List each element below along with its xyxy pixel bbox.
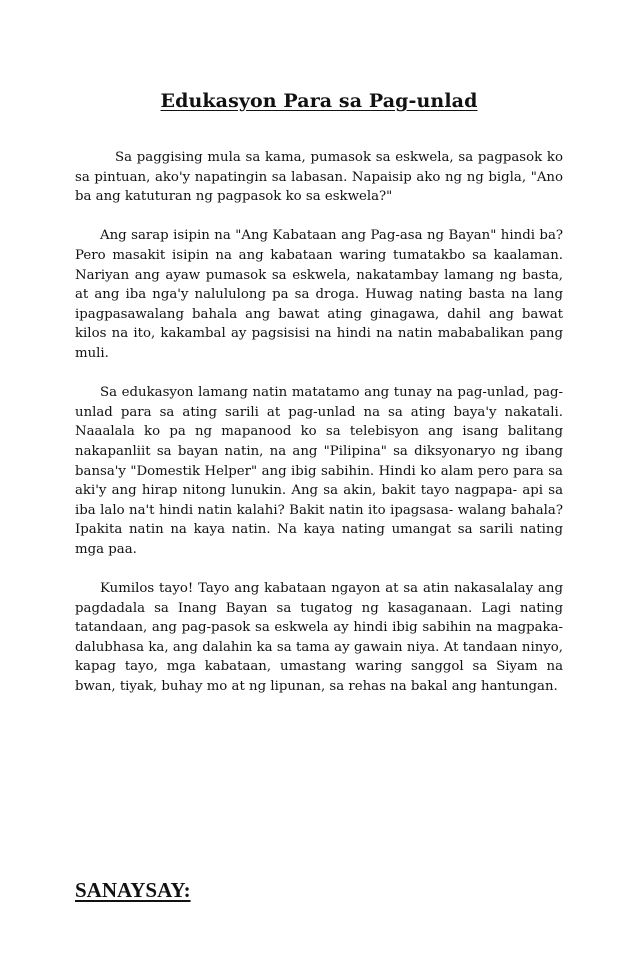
paragraph-1: Sa paggising mula sa kama, pumasok sa eskwela, sa pagpasok ko sa pintuan, ako'y napatingin sa labasan. Napaisip ako ng ng bigla, "Ano ba ang katuturan ng pagpasok ko sa eskwela?" (75, 150, 563, 205)
paragraph-4: Kumilos tayo! Tayo ang kabataan ngayon at sa atin nakasalalay ang pagdadala sa Inang Bayan sa tugatog ng kasaganaan. Lagi nating tatandaan, ang pag-pasok sa eskwela ay hindi ibig sabihin na magpaka-dalubhasa ka, ang dalahin ka sa tama ay gawain niya. At tandaan ninyo, kapag tayo, mga kabataan, umastang waring sanggol sa Siyam na bwan, tiyak, buhay mo at ng lipunan, sa rehas na bakal ang hantungan. (75, 581, 563, 695)
paragraph-2: Ang sarap isipin na "Ang Kabataan ang Pag-asa ng Bayan" hindi ba? Pero masakit isipin na ang kabataan waring tumatakbo sa kaalaman. Nariyan ang ayaw pumasok sa eskwela, nakatambay lamang ng basta, at ang iba nga'y nalululong pa sa droga. Huwag nating basta na lang ipagpasawalang bahala ang bawat ating ginagawa, dahil ang bawat kilos na ito, kakambal ay pagsisisi na hindi na natin mababalikan pang muli. (75, 228, 563, 361)
section-heading: SANAYSAY: (75, 878, 191, 902)
essay-body (75, 148, 563, 716)
document-title: Edukasyon Para sa Pag-unlad (160, 90, 478, 112)
paragraph-3: Sa edukasyon lamang natin matatamo ang tunay na pag-unlad, pag-unlad para sa ating sarili at pag-unlad na sa ating baya'y nakatali. Naaalala ko pa ng mapanood ko sa telebisyon ang isang balitang nakapanliit sa bayan natin, na ang "Pilipina" sa diksyonaryo ng ibang bansa'y "Domestik Helper" ang ibig sabihin. Hindi ko alam pero para sa aki'y ang hirap nitong lunukin. Ang sa akin, bakit tayo nagpapa- api sa iba lalo na't hindi natin kalahi? Bakit natin ito ipagsasa- walang bahala? Ipakita natin na kaya natin. Na kaya nating umangat sa sarili nating mga paa. (75, 385, 563, 557)
